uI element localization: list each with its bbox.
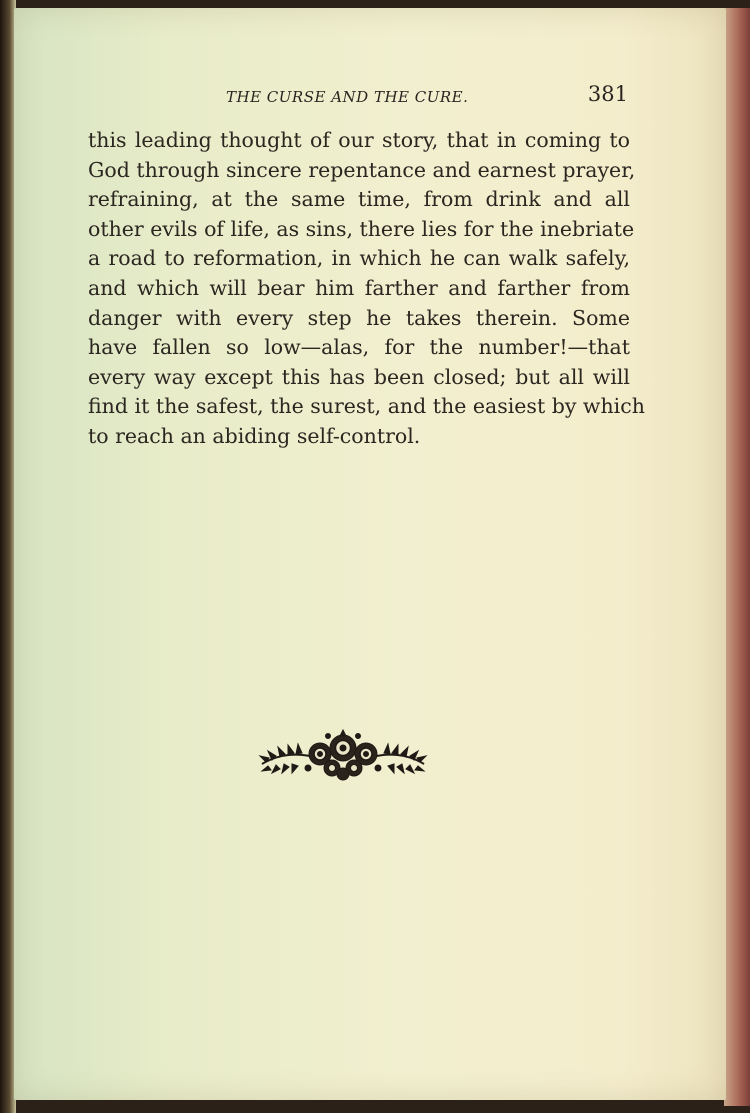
page-number: 381 [587, 82, 628, 106]
body-paragraph [88, 126, 645, 452]
show-through-text [214, 413, 634, 1013]
text-line: God through sincere repentance and earnest prayer, [88, 157, 636, 182]
text-line: refraining, at the same time, from drink and all [88, 187, 630, 212]
text-line: find it the safest, the surest, and the easiest by which [88, 394, 645, 419]
text-line: and which will bear him farther and farther from [88, 275, 630, 300]
text-line: have fallen so low—alas, for the number!—that [88, 335, 630, 360]
text-line: danger with every step he takes therein. Some [88, 305, 630, 330]
running-header [88, 78, 628, 108]
text-line: a road to reformation, in which he can walk safely, [88, 246, 630, 271]
header-title: THE CURSE AND THE CURE. [226, 88, 469, 106]
text-line: this leading thought of our story, that in coming to [88, 128, 630, 152]
text-line: to reach an abiding self-control. [88, 423, 421, 448]
page-edges [724, 8, 750, 1106]
floral-tailpiece-icon [258, 724, 428, 788]
text-line: every way except this has been closed; but all will [88, 364, 630, 389]
text-line: other evils of life, as sins, there lies for the inebriate [88, 216, 635, 241]
